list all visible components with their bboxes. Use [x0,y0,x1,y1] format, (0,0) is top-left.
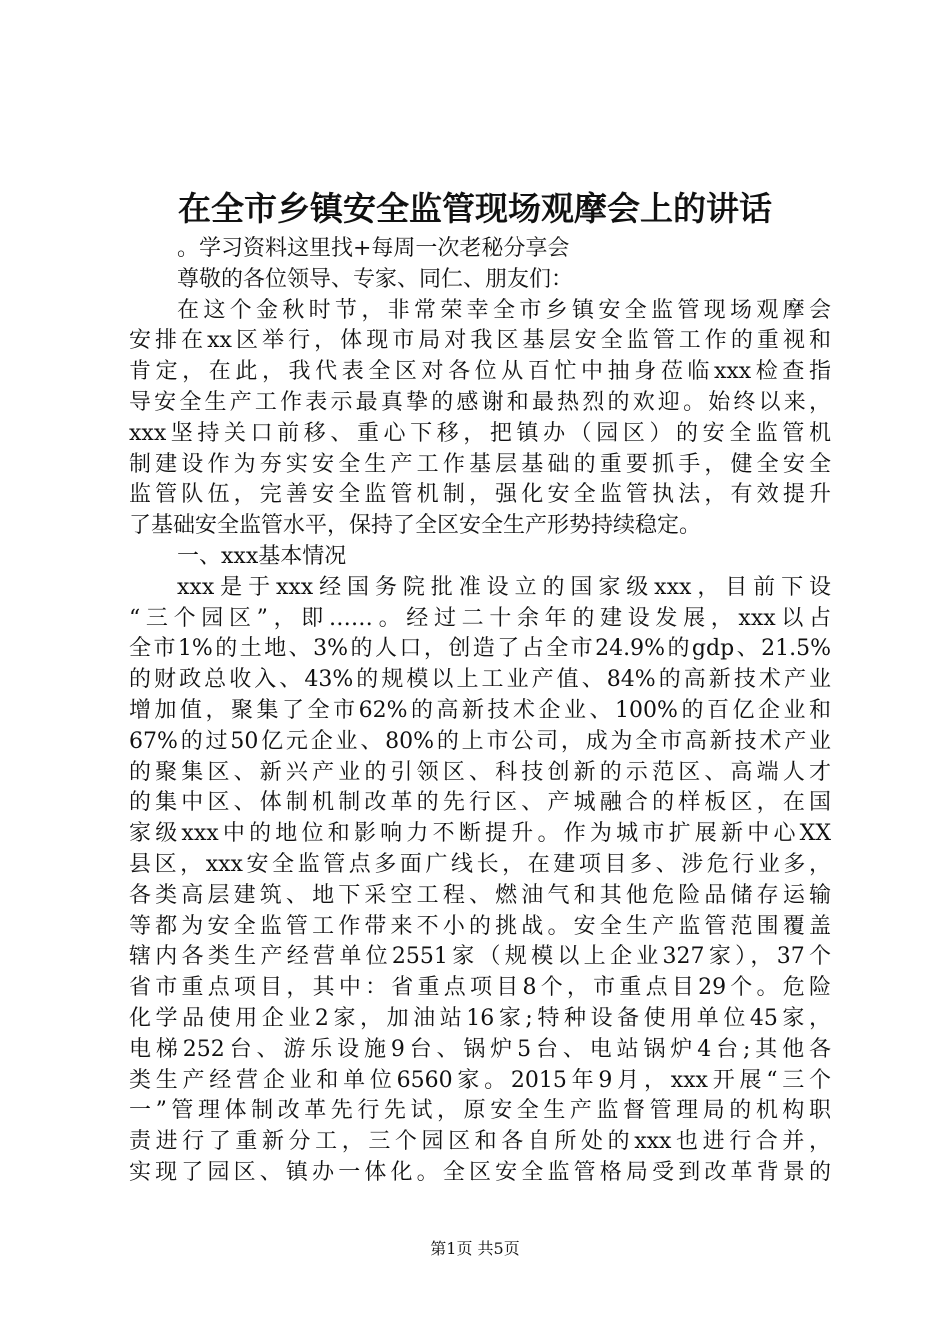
text-line: 安排在xx区举行，体现市局对我区基层安全监管工作的重视和 [129,328,831,354]
text-line: 一、xxx基本情况 [177,543,347,569]
text-line: “三个园区”，即……。经过二十余年的建设发展，xxx以占 [129,605,831,631]
text-line: 省市重点项目，其中：省重点项目8个，市重点目29个。危险 [129,975,831,1001]
text-line: 家级xxx中的地位和影响力不断提升。作为城市扩展新中心XX [129,821,831,847]
text-line: 的聚集区、新兴产业的引领区、科技创新的示范区、高端人才 [129,759,831,785]
text-line: 监管队伍，完善安全监管机制，强化安全监管执法，有效提升 [129,482,831,508]
text-line: 类生产经营企业和单位6560家。2015年9月，xxx开展“三个 [129,1067,831,1093]
document-body [129,234,831,1189]
text-line: 实现了园区、镇办一体化。全区安全监管格局受到改革背景的 [129,1159,831,1185]
text-line: 化学品使用企业2家，加油站16家;特种设备使用单位45家， [129,1005,831,1031]
text-line: 肯定，在此，我代表全区对各位从百忙中抽身莅临xxx检查指 [129,359,831,385]
text-line: 的财政总收入、43%的规模以上工业产值、84%的高新技术产业 [129,667,831,693]
text-line: 制建设作为夯实安全生产工作基层基础的重要抓手，健全安全 [129,451,831,477]
text-line: 尊敬的各位领导、专家、同仁、朋友们： [177,266,574,292]
text-line: 在这个金秋时节，非常荣幸全市乡镇安全监管现场观摩会 [177,297,831,323]
text-line: 电梯252台、游乐设施9台、锅炉5台、电站锅炉4台;其他各 [129,1036,831,1062]
text-line: 各类高层建筑、地下采空工程、燃油气和其他危险品储存运输 [129,882,831,908]
text-line: 辖内各类生产经营单位2551家（规模以上企业327家），37个 [129,944,831,970]
text-line: 一”管理体制改革先行先试，原安全生产监督管理局的机构职 [129,1098,831,1124]
text-line: 责进行了重新分工，三个园区和各自所处的xxx也进行合并， [129,1129,831,1155]
text-line: 全市1%的土地、3%的人口，创造了占全市24.9%的gdp、21.5% [129,636,831,662]
text-line: 的集中区、体制机制改革的先行区、产城融合的样板区，在国 [129,790,831,816]
text-line: xxx坚持关口前移、重心下移，把镇办（园区）的安全监管机 [129,420,831,446]
text-line: 增加值，聚集了全市62%的高新技术企业、100%的百亿企业和 [129,697,831,723]
page-footer: 第1页 共5页 [430,1239,520,1258]
text-line: 县区，xxx安全监管点多面广线长，在建项目多、涉危行业多， [129,851,831,877]
text-line: 67%的过50亿元企业、80%的上市公司，成为全市高新技术产业 [129,728,831,754]
text-line: 导安全生产工作表示最真挚的感谢和最热烈的欢迎。始终以来， [129,389,831,415]
document-title: 在全市乡镇安全监管现场观摩会上的讲话 [178,189,772,228]
text-line: 了基础安全监管水平，保持了全区安全生产形势持续稳定。 [129,513,702,539]
text-line: xxx是于xxx经国务院批准设立的国家级xxx，目前下设 [177,574,831,600]
text-line: 。学习资料这里找+每周一次老秘分享会 [177,236,570,261]
text-line: 等都为安全监管工作带来不小的挑战。安全生产监管范围覆盖 [129,913,831,939]
